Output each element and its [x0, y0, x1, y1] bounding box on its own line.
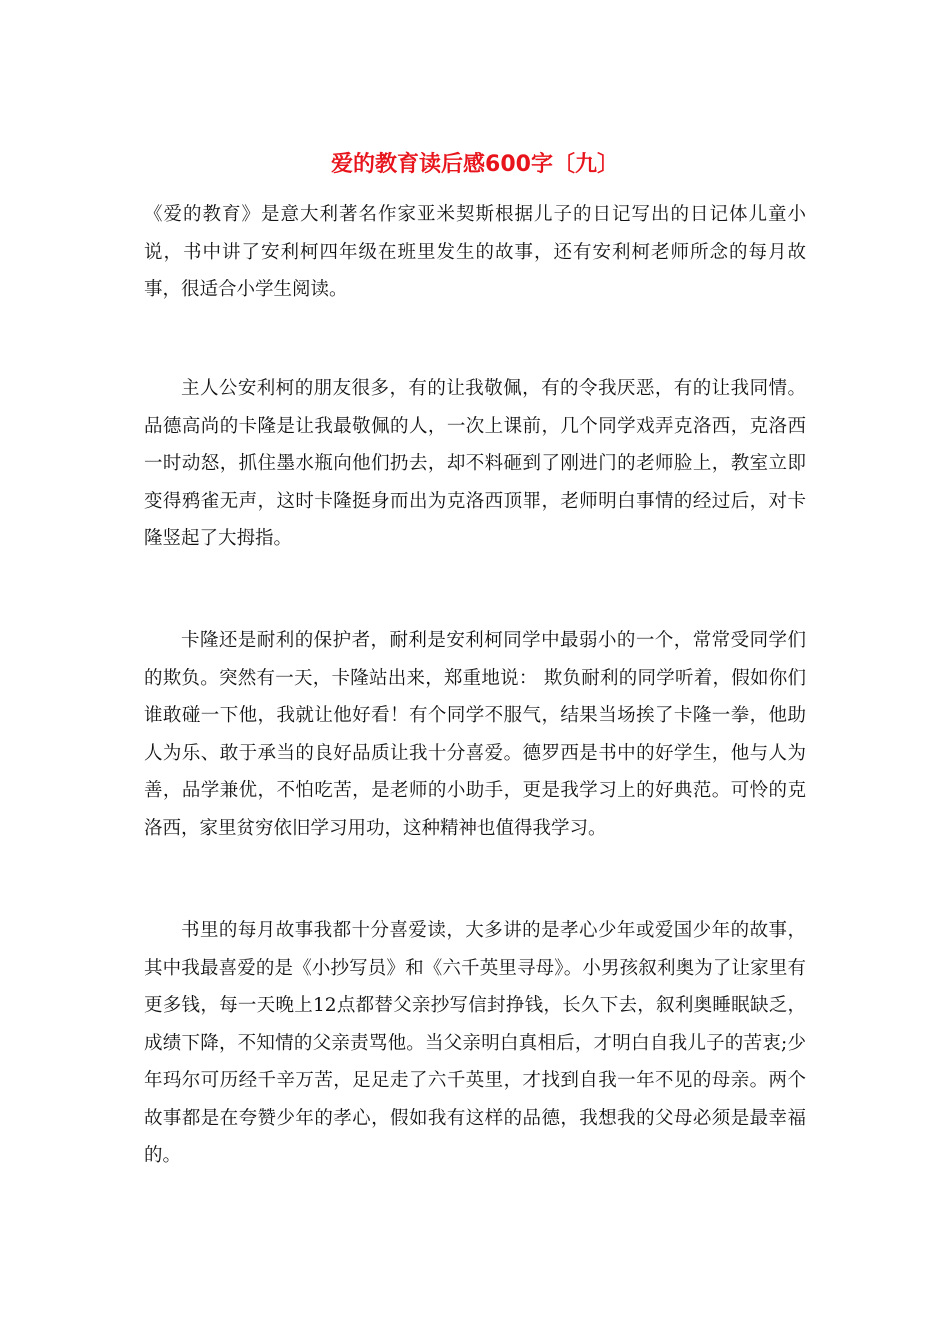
document-title: 爱的教育读后感600字〔九〕: [331, 152, 619, 177]
paragraph-intro: 《爱的教育》是意大利著名作家亚米契斯根据儿子的日记写出的日记体儿童小说，书中讲了安利柯四年级在班里发生的故事，还有安利柯老师所念的每月故事，很适合小学生阅读。: [144, 204, 806, 300]
paragraph-protector: 卡隆还是耐利的保护者，耐利是安利柯同学中最弱小的一个，常常受同学们的欺负。突然有一天，卡隆站出来，郑重地说： 欺负耐利的同学听着，假如你们谁敢碰一下他，我就让他好看！有个同学不服气，结果当场挨了卡隆一拳，他助人为乐、敢于承当的良好品质让我十分喜爱。德罗西是书中的好学生，他与人为善，品学兼优，不怕吃苦，是老师的小助手，更是我学习上的好典范。可怜的克洛西，家里贫穷依旧学习用功，这种精神也值得我学习。: [144, 630, 806, 839]
paragraph-monthly-stories: 书里的每月故事我都十分喜爱读，大多讲的是孝心少年或爱国少年的故事，其中我最喜爱的是《小抄写员》和《六千英里寻母》。小男孩叙利奥为了让家里有更多钱，每一天晚上12点都替父亲抄写信封挣钱，长久下去，叙利奥睡眠缺乏，成绩下降，不知情的父亲责骂他。当父亲明白真相后，才明白自我儿子的苦衷;少年玛尔可历经千辛万苦，足足走了六千英里，才找到自我一年不见的母亲。两个故事都是在夸赞少年的孝心，假如我有这样的品德，我想我的父母必须是最幸福的。: [144, 920, 806, 1166]
paragraph-friends: 主人公安利柯的朋友很多，有的让我敬佩，有的令我厌恶，有的让我同情。品德高尚的卡隆是让我最敬佩的人，一次上课前，几个同学戏弄克洛西，克洛西一时动怒，抓住墨水瓶向他们扔去，却不料砸到了刚进门的老师脸上，教室立即变得鸦雀无声，这时卡隆挺身而出为克洛西顶罪，老师明白事情的经过后，对卡隆竖起了大拇指。: [144, 378, 806, 549]
